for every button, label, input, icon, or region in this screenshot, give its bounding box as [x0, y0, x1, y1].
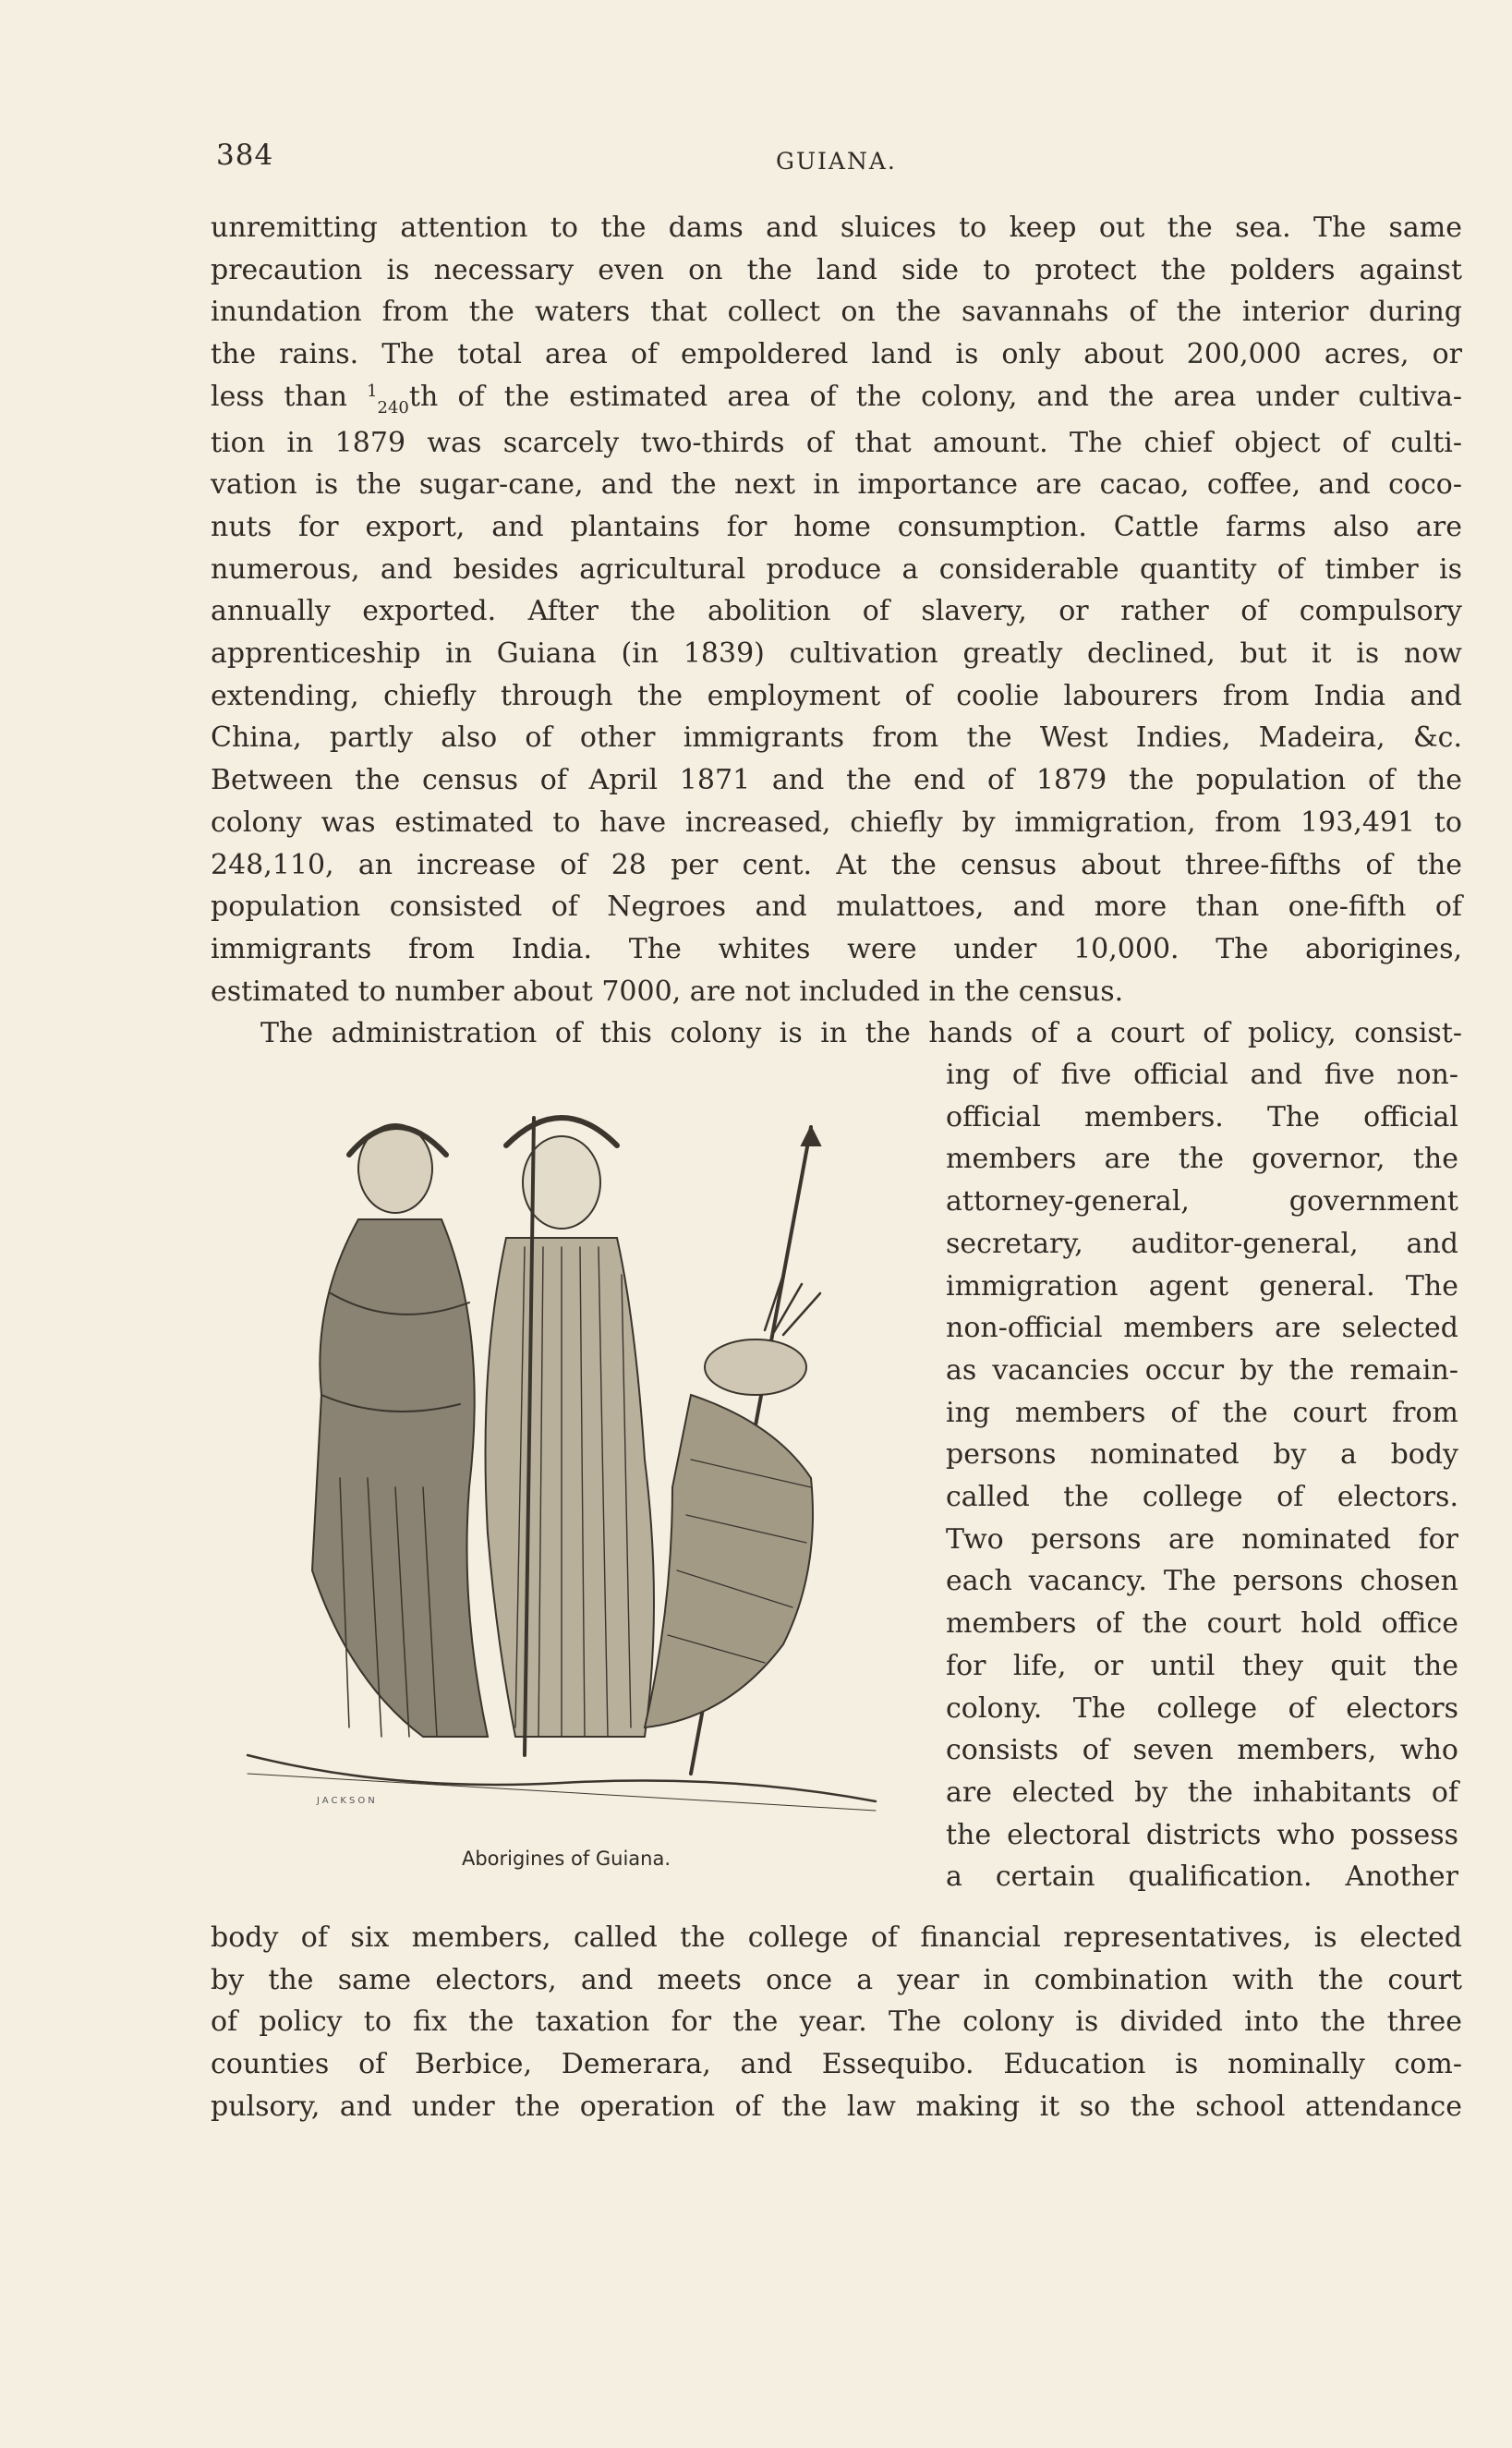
engraver-signature: JACKSON	[317, 1796, 378, 1806]
text-line: estimated to number about 7000, are not included in the census.	[211, 975, 1124, 1008]
text-line: 248,110, an increase of 28 per cent. At the census about three-fifths of the	[211, 848, 1462, 881]
fraction-line-after: th of the estimated area of the colony, and the area under cultiva-	[408, 380, 1462, 413]
text-line: unremitting attention to the dams and sluices to keep out the sea. The same	[211, 212, 1462, 244]
text-line: called the college of electors.	[946, 1481, 1458, 1514]
text-line-with-fraction	[211, 376, 1462, 422]
figure-caption: Aborigines of Guiana.	[461, 1848, 671, 1870]
running-title: GUIANA.	[776, 148, 897, 175]
text-line: Between the census of April 1871 and the end of 1879 the population of the	[211, 764, 1462, 797]
text-line: as vacancies occur by the remain-	[946, 1353, 1458, 1387]
text-line: precaution is necessary even on the land side to protect the polders against	[211, 253, 1462, 286]
aborigines-illustration	[211, 1090, 922, 1829]
text-line: body of six members, called the college of financial representatives, is elected	[211, 1921, 1462, 1954]
text-line: of policy to fix the taxation for the year. The colony is divided into the three	[211, 2006, 1462, 2039]
body-text-bottom	[211, 1917, 1462, 2128]
text-line: annually exported. After the abolition of slavery, or rather of compulsory	[211, 595, 1462, 628]
text-line: members are the governor, the	[946, 1143, 1458, 1176]
text-line: counties of Berbice, Demerara, and Essequibo. Education is nominally com-	[211, 2048, 1462, 2081]
page-header	[0, 139, 1512, 176]
text-line: a certain qualification. Another	[946, 1860, 1458, 1894]
text-line: consists of seven members, who	[946, 1734, 1458, 1767]
text-line: numerous, and besides agricultural produce a considerable quantity of timber is	[211, 552, 1462, 586]
text-line: members of the court hold office	[946, 1607, 1458, 1641]
text-line: each vacancy. The persons chosen	[946, 1565, 1458, 1598]
text-line: tion in 1879 was scarcely two-thirds of that amount. The chief object of culti-	[211, 426, 1462, 459]
fraction-line-before: less than	[211, 380, 368, 413]
text-line: apprenticeship in Guiana (in 1839) cultivation greatly declined, but it is now	[211, 637, 1462, 671]
text-line: population consisted of Negroes and mulattoes, and more than one-fifth of	[211, 891, 1462, 924]
text-line: colony. The college of electors	[946, 1691, 1458, 1725]
text-line: persons nominated by a body	[946, 1438, 1458, 1472]
text-line: inundation from the waters that collect on the savannahs of the interior during	[211, 296, 1462, 329]
text-line: non-official members are selected	[946, 1312, 1458, 1345]
body-text-beside-figure	[946, 1054, 1458, 1898]
fraction	[367, 381, 409, 418]
text-line: for life, or until they quit the	[946, 1649, 1458, 1682]
text-line: nuts for export, and plantains for home consumption. Cattle farms also are	[211, 510, 1462, 543]
text-line: the electoral districts who possess	[946, 1818, 1458, 1851]
text-line: the rains. The total area of empoldered land is only about 200,000 acres, or	[211, 338, 1462, 371]
text-line: secretary, auditor-general, and	[946, 1227, 1458, 1260]
text-line: ing members of the court from	[946, 1396, 1458, 1429]
text-line: attorney-general, government	[946, 1185, 1458, 1218]
text-line: China, partly also of other immigrants from the West Indies, Madeira, &c.	[211, 721, 1462, 755]
text-line: by the same electors, and meets once a year in combination with the court	[211, 1963, 1462, 1996]
text-line: immigrants from India. The whites were under 10,000. The aborigines,	[211, 932, 1462, 965]
text-line: colony was estimated to have increased, chiefly by immigration, from 193,491 to	[211, 806, 1462, 839]
fraction-numerator: 1	[367, 381, 378, 401]
text-line: immigration agent general. The	[946, 1269, 1458, 1303]
paragraph-2-first-line: The administration of this colony is in the hands of a court of policy, consist-	[260, 1017, 1462, 1050]
text-line: pulsory, and under the operation of the law making it so the school attendance	[211, 2090, 1462, 2123]
text-line: vation is the sugar-cane, and the next in importance are cacao, coffee, and coco-	[211, 468, 1462, 502]
text-line: are elected by the inhabitants of	[946, 1775, 1458, 1809]
text-line: ing of five official and five non-	[946, 1059, 1458, 1091]
fraction-denominator: 240	[377, 397, 409, 418]
text-line: official members. The official	[946, 1100, 1458, 1133]
text-line: extending, chiefly through the employment of coolie labourers from India and	[211, 679, 1462, 712]
text-line: Two persons are nominated for	[946, 1522, 1458, 1556]
page-number: 384	[216, 139, 274, 172]
engraving-figure	[211, 1090, 922, 1870]
body-text-top	[211, 207, 1462, 1055]
